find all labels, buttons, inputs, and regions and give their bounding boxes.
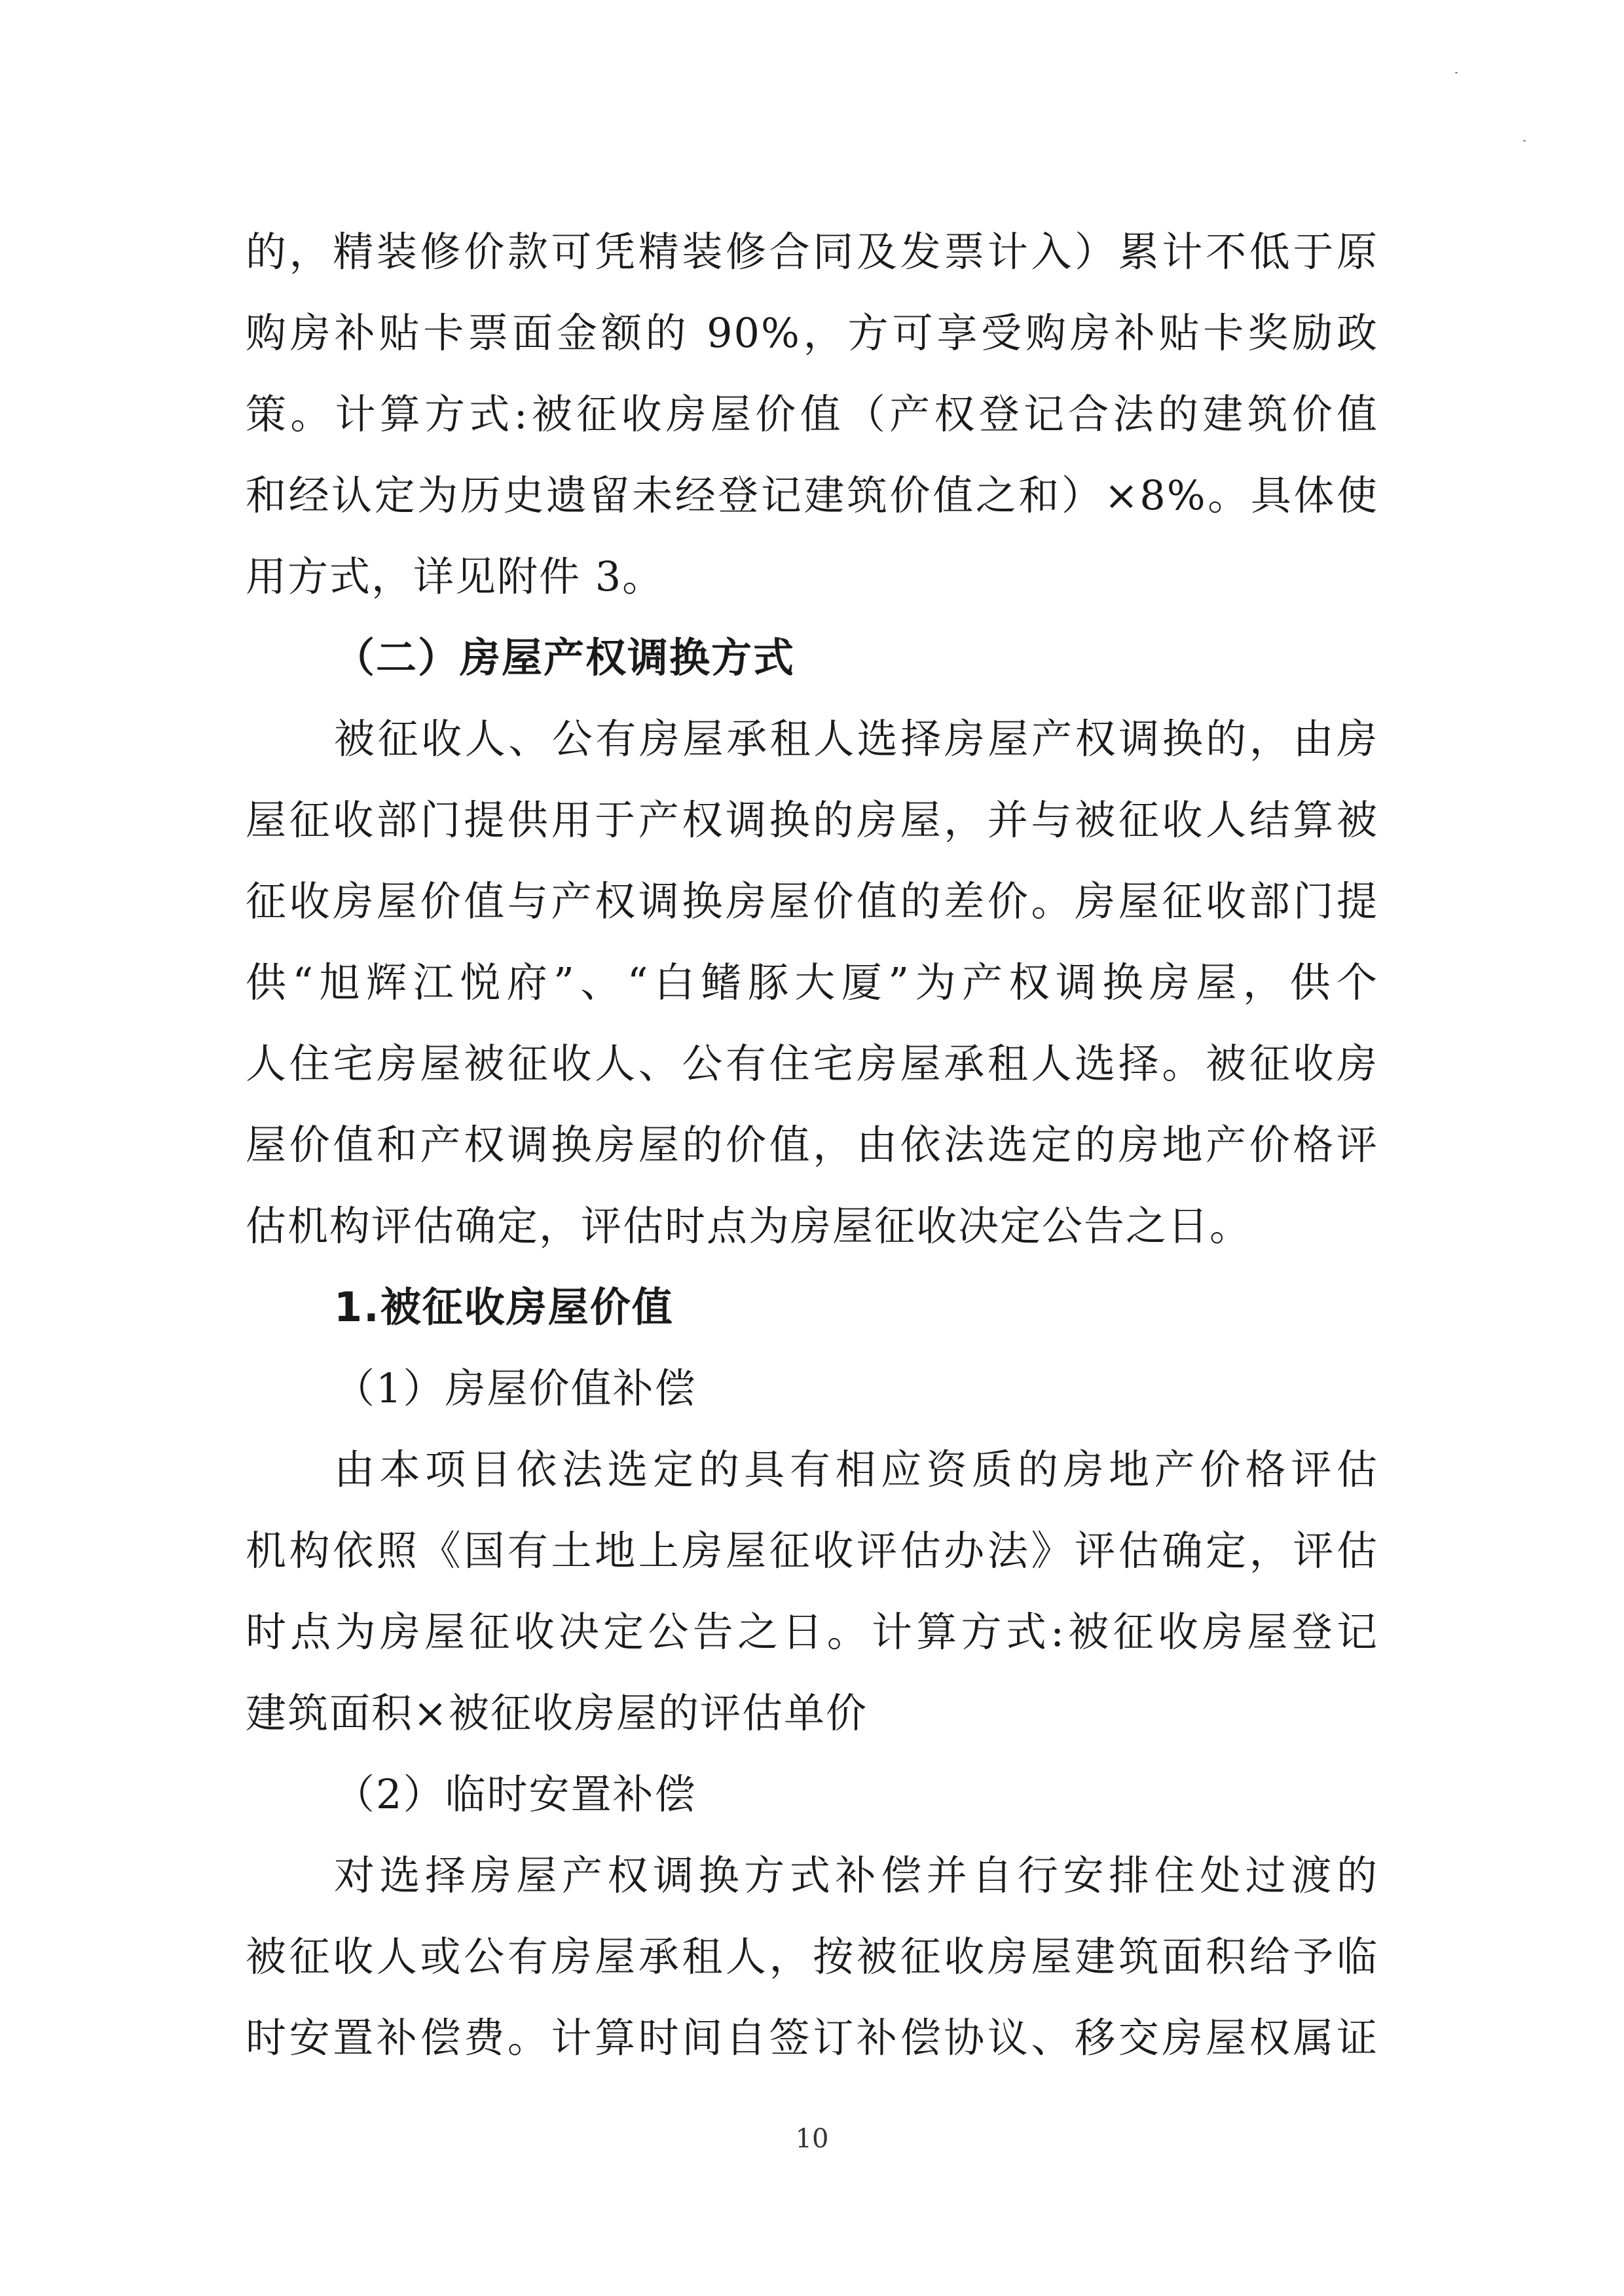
body-line: 屋价值和产权调换房屋的价值，由依法选定的房地产价格评 — [246, 1121, 1378, 1169]
item-heading: （2）临时安置补偿 — [334, 1770, 697, 1818]
page-number: 10 — [795, 2124, 829, 2154]
body-line: 征收房屋价值与产权调换房屋价值的差价。房屋征收部门提 — [246, 877, 1378, 925]
body-line: 策。计算方式:被征收房屋价值（产权登记合法的建筑价值 — [246, 390, 1378, 438]
body-line: 用方式，详见附件 3。 — [246, 553, 665, 600]
body-line: 的，精装修价款可凭精装修合同及发票计入）累计不低于原 — [246, 228, 1378, 276]
paragraph-first-line: 由本项目依法选定的具有相应资质的房地产价格评估 — [334, 1446, 1378, 1493]
body-line: 购房补贴卡票面金额的 90%，方可享受购房补贴卡奖励政 — [246, 309, 1378, 357]
body-line: 时安置补偿费。计算时间自签订补偿协议、移交房屋权属证 — [246, 2014, 1378, 2062]
body-line: 建筑面积×被征收房屋的评估单价 — [246, 1689, 868, 1737]
paragraph-first-line: 被征收人、公有房屋承租人选择房屋产权调换的，由房 — [334, 715, 1378, 763]
body-line: 机构依照《国有土地上房屋征收评估办法》评估确定，评估 — [246, 1527, 1378, 1575]
section-heading: （二）房屋产权调换方式 — [334, 634, 796, 682]
item-heading: （1）房屋价值补偿 — [334, 1364, 697, 1412]
body-line: 被征收人或公有房屋承租人，按被征收房屋建筑面积给予临 — [246, 1933, 1378, 1980]
body-line: 供“旭辉江悦府”、“白鳍豚大厦”为产权调换房屋，供个 — [246, 958, 1378, 1006]
subsection-heading: 1.被征收房屋价值 — [334, 1283, 674, 1331]
scan-speck — [1523, 140, 1526, 141]
body-line: 人住宅房屋被征收人、公有住宅房屋承租人选择。被征收房 — [246, 1040, 1378, 1087]
body-line: 和经认定为历史遗留未经登记建筑价值之和）×8%。具体使 — [246, 471, 1378, 519]
scan-speck — [1455, 72, 1458, 73]
body-line: 屋征收部门提供用于产权调换的房屋，并与被征收人结算被 — [246, 796, 1378, 844]
body-line: 时点为房屋征收决定公告之日。计算方式:被征收房屋登记 — [246, 1608, 1378, 1656]
body-line: 估机构评估确定，评估时点为房屋征收决定公告之日。 — [246, 1202, 1252, 1250]
paragraph-first-line: 对选择房屋产权调换方式补偿并自行安排住处过渡的 — [334, 1851, 1378, 1899]
